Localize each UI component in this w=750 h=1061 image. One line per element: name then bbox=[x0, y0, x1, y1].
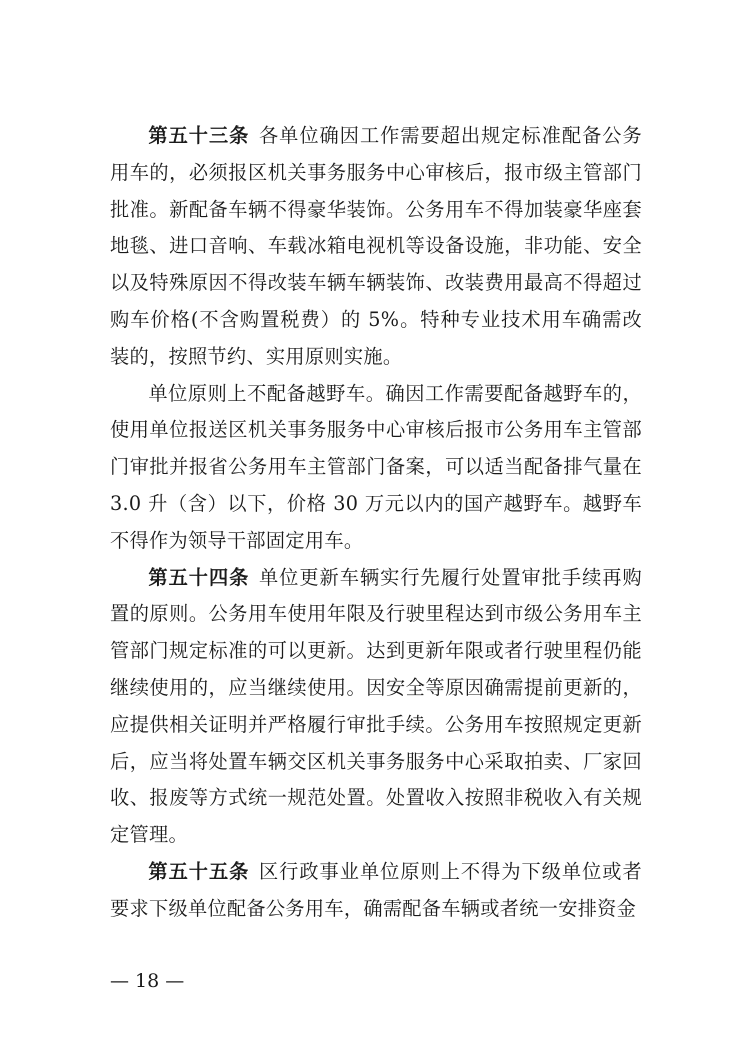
paragraph-article-53 bbox=[110, 118, 642, 376]
paragraph-text: 单位更新车辆实行先履行处置审批手续再购置的原则。公务用车使用年限及行驶里程达到市级公务用车主管部门规定标准的可以更新。达到更新年限或者行驶里程仍能继续使用的，应当继续使用。因安全等原因确需提前更新的，应提供相关证明并严格履行审批手续。公务用车按照规定更新后，应当将处置车辆交区机关事务服务中心采取拍卖、厂家回收、报废等方式统一规范处置。处置收入按照非税收入有关规定管理。 bbox=[110, 565, 642, 847]
article-heading-54: 第五十四条 bbox=[148, 565, 250, 589]
article-heading-55: 第五十五条 bbox=[148, 859, 250, 883]
article-heading-53: 第五十三条 bbox=[148, 124, 250, 147]
paragraph-offroad-vehicles bbox=[110, 376, 642, 560]
paragraph-text: 区行政事业单位原则上不得为下级单位或者要求下级单位配备公务用车，确需配备车辆或者统一安排资金 bbox=[110, 859, 642, 920]
document-body bbox=[110, 118, 642, 928]
paragraph-article-55 bbox=[110, 854, 642, 928]
page-number: — 18 — bbox=[110, 970, 185, 992]
paragraph-text: 各单位确因工作需要超出规定标准配备公务用车的，必须报区机关事务服务中心审核后，报市级主管部门批准。新配备车辆不得豪华装饰。公务用车不得加装豪华座套地毯、进口音响、车载冰箱电视机等设备设施，非功能、安全以及特殊原因不得改装车辆车辆装饰、改装费用最高不得超过购车价格(不含购置税费）的 5%。特种专业技术用车确需改装的，按照节约、实用原则实施。 bbox=[110, 124, 642, 368]
paragraph-article-54 bbox=[110, 560, 642, 854]
paragraph-text: 单位原则上不配备越野车。确因工作需要配备越野车的，使用单位报送区机关事务服务中心审核后报市公务用车主管部门审批并报省公务用车主管部门备案，可以适当配备排气量在 3.0 升（含）以下，价格 30 万元以内的国产越野车。越野车不得作为领导干部固定用车。 bbox=[110, 381, 642, 552]
